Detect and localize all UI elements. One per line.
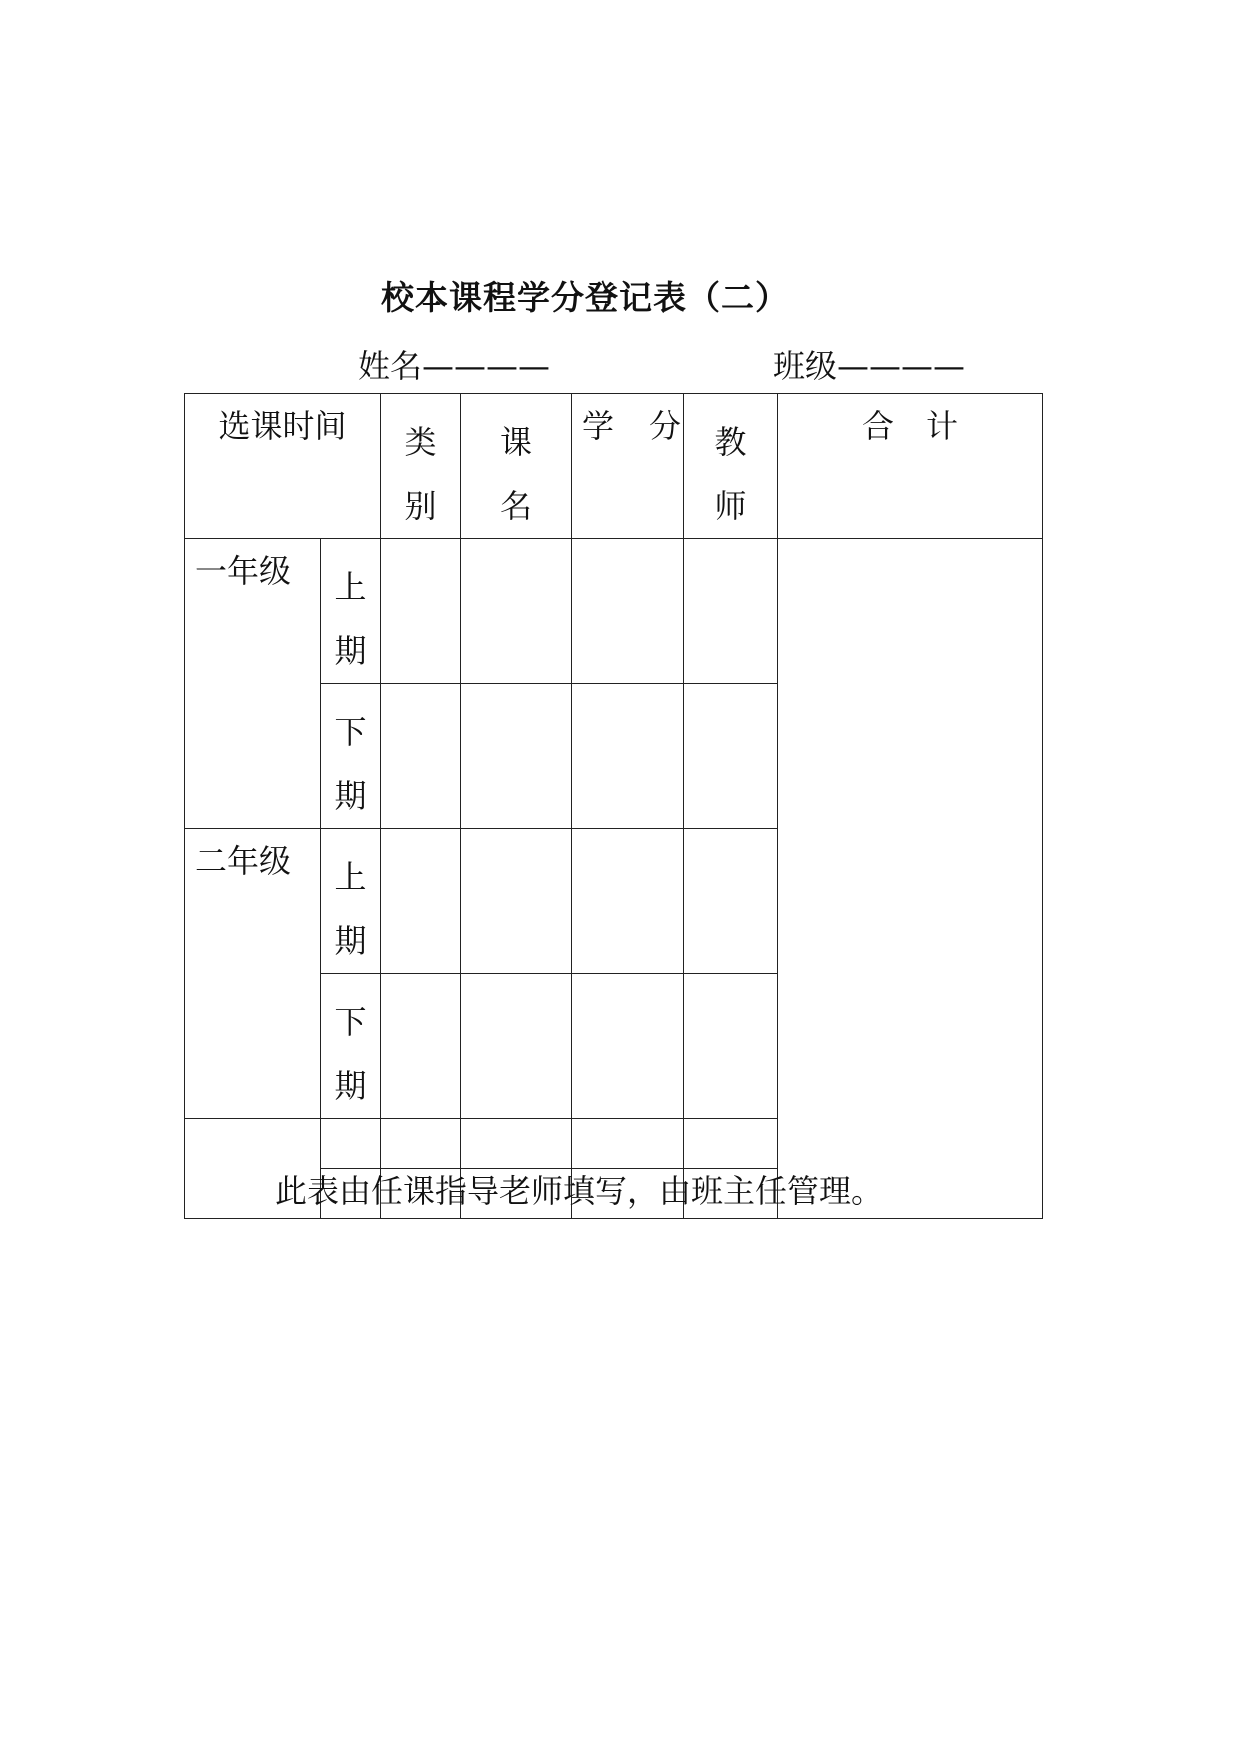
grade-cell: [185, 539, 321, 829]
category-input-cell[interactable]: [381, 684, 461, 829]
semester-cell: [321, 684, 381, 829]
blank-semester-cell[interactable]: [321, 1119, 381, 1169]
category-input-cell[interactable]: [381, 974, 461, 1119]
category-input-cell[interactable]: [381, 539, 461, 684]
credit-input-cell[interactable]: [572, 684, 684, 829]
header-course-char-2: 名: [499, 487, 532, 525]
teacher-input-cell[interactable]: [684, 974, 778, 1119]
teacher-input-cell[interactable]: [684, 1119, 778, 1169]
header-course-char-1: 课: [499, 423, 532, 461]
header-teacher-cell: [684, 394, 778, 539]
semester-cell: [321, 539, 381, 684]
credit-register-table: [184, 393, 1043, 1219]
header-course-cell: [461, 394, 572, 539]
course-input-cell[interactable]: [461, 684, 572, 829]
header-teacher-char-1: 教: [714, 423, 747, 461]
semester-char-2: 期: [334, 1067, 367, 1105]
grade-cell: [185, 829, 321, 1119]
footnote: 此表由任课指导老师填写，由班主任管理。: [275, 1172, 884, 1210]
header-category-char-2: 别: [404, 487, 437, 525]
header-category-cell: [381, 394, 461, 539]
credit-input-cell[interactable]: [572, 974, 684, 1119]
header-total: 合 计: [861, 407, 958, 445]
credit-input-cell[interactable]: [572, 1119, 684, 1169]
class-field[interactable]: 班级————: [773, 347, 966, 385]
table-row: [185, 539, 1043, 684]
header-total-cell: [778, 394, 1043, 539]
header-teacher-char-2: 师: [714, 487, 747, 525]
header-time: 选课时间: [218, 407, 347, 445]
grade-label: 一年级: [195, 552, 292, 590]
semester-cell: [321, 829, 381, 974]
grade-label: 二年级: [195, 842, 292, 880]
header-credit-cell: [572, 394, 684, 539]
course-input-cell[interactable]: [461, 1119, 572, 1169]
header-credit-char-1: 学: [582, 407, 615, 445]
document-title: 校本课程学分登记表（二）: [381, 278, 789, 317]
total-input-cell[interactable]: [778, 539, 1043, 1219]
semester-cell: [321, 974, 381, 1119]
semester-char-2: 期: [334, 632, 367, 670]
course-input-cell[interactable]: [461, 974, 572, 1119]
teacher-input-cell[interactable]: [684, 539, 778, 684]
course-input-cell[interactable]: [461, 829, 572, 974]
semester-char-1: 下: [334, 1003, 367, 1041]
category-input-cell[interactable]: [381, 829, 461, 974]
name-field[interactable]: 姓名————: [358, 347, 551, 385]
semester-char-1: 上: [334, 858, 367, 896]
course-input-cell[interactable]: [461, 539, 572, 684]
teacher-input-cell[interactable]: [684, 684, 778, 829]
semester-char-1: 下: [334, 713, 367, 751]
header-row: [185, 394, 1043, 539]
category-input-cell[interactable]: [381, 1119, 461, 1169]
credit-input-cell[interactable]: [572, 539, 684, 684]
semester-char-2: 期: [334, 922, 367, 960]
header-credit-char-2: 分: [648, 407, 681, 445]
semester-char-1: 上: [334, 568, 367, 606]
semester-char-2: 期: [334, 777, 367, 815]
header-category-char-1: 类: [404, 423, 437, 461]
teacher-input-cell[interactable]: [684, 829, 778, 974]
credit-input-cell[interactable]: [572, 829, 684, 974]
header-time-cell: [185, 394, 381, 539]
